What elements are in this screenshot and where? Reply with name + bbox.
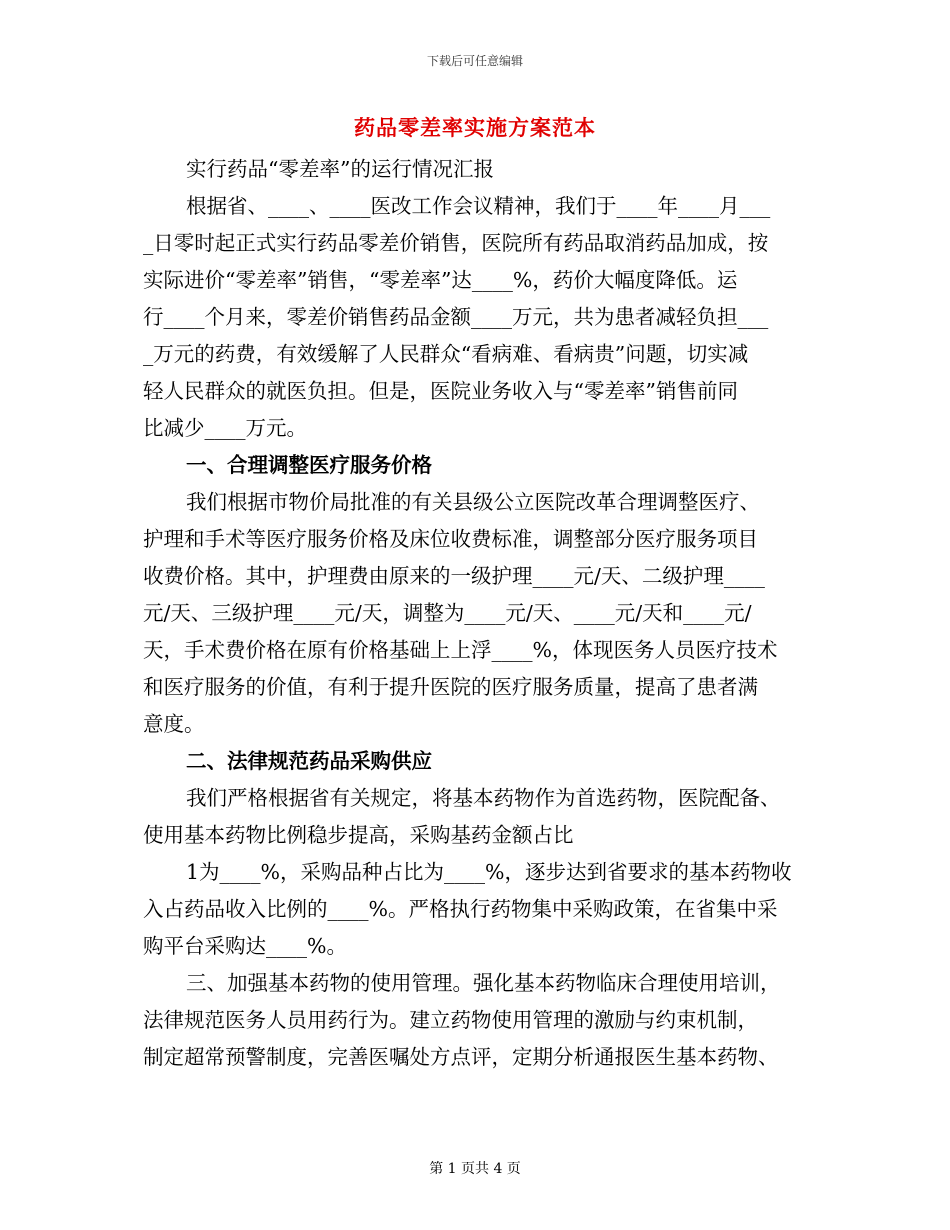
paragraph-line: 制定超常预警制度，完善医嘱处方点评，定期分析通报医生基本药物、: [143, 1045, 779, 1069]
section-heading-1: 一、合理调整医疗服务价格: [186, 453, 432, 477]
paragraph-line: 收费价格。其中，护理费由原来的一级护理____元/天、二级护理____: [143, 564, 765, 588]
paragraph-line: 天，手术费价格在原有价格基础上上浮____%，体现医务人员医疗技术: [143, 638, 778, 662]
paragraph-line: _日零时起正式实行药品零差价销售，医院所有药品取消药品加成，按: [143, 231, 769, 255]
paragraph-line: 护理和手术等医疗服务价格及床位收费标准，调整部分医疗服务项目: [143, 527, 758, 551]
paragraph-line: 购平台采购达____%。: [143, 934, 347, 958]
paragraph-line: _万元的药费，有效缓解了人民群众“看病难、看病贵”问题，切实减: [143, 342, 749, 366]
paragraph-line: 元/天、三级护理____元/天，调整为____元/天、____元/天和____元/: [143, 601, 752, 625]
paragraph-line: 我们根据市物价局批准的有关县级公立医院改革合理调整医疗、: [186, 490, 760, 514]
document-title: 药品零差率实施方案范本: [354, 115, 596, 140]
page-header-note: 下载后可任意编辑: [426, 54, 523, 68]
paragraph-line: 实际进价“零差率”销售，“零差率”达____%，药价大幅度降低。运: [143, 268, 738, 292]
paragraph-line: 根据省、____、____医改工作会议精神，我们于____年____月___: [186, 194, 771, 218]
paragraph-line: 轻人民群众的就医负担。但是，医院业务收入与“零差率”销售前同: [143, 379, 738, 403]
section-heading-2: 二、法律规范药品采购供应: [186, 749, 432, 773]
paragraph-line: 行____个月来，零差价销售药品金额____万元，共为患者减轻负担___: [143, 305, 769, 329]
paragraph-line: 1为____%，采购品种占比为____%，逐步达到省要求的基本药物收: [186, 860, 792, 884]
page-number-footer: 第 1 页共 4 页: [429, 1161, 521, 1177]
paragraph-line: 法律规范医务人员用药行为。建立药物使用管理的激励与约束机制，: [143, 1008, 758, 1032]
paragraph-line: 和医疗服务的价值，有利于提升医院的医疗服务质量，提高了患者满: [143, 675, 758, 699]
paragraph-line: 比减少____万元。: [143, 416, 307, 440]
report-subtitle: 实行药品“零差率”的运行情况汇报: [186, 157, 494, 181]
paragraph-line: 入占药品收入比例的____%。严格执行药物集中采购政策，在省集中采: [143, 897, 778, 921]
section-heading-3: 三、加强基本药物的使用管理。强化基本药物临床合理使用培训，: [186, 971, 781, 995]
paragraph-line: 意度。: [143, 712, 205, 736]
paragraph-line: 我们严格根据省有关规定，将基本药物作为首选药物，医院配备、: [186, 786, 781, 810]
paragraph-line: 使用基本药物比例稳步提高，采购基药金额占比: [143, 823, 574, 847]
